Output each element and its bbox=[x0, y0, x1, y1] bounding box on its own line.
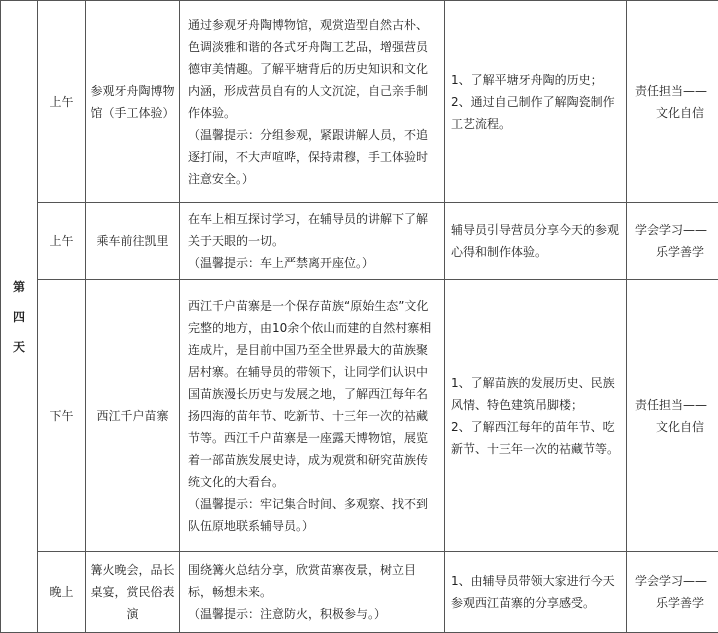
description-text: 在车上相互探讨学习，在辅导员的讲解下了解关于天眼的一切。 bbox=[188, 208, 436, 252]
goal-line-2: 2、了解西江每年的苗年节、吃新节、十三年一次的祜藏节等。 bbox=[451, 416, 620, 460]
value-line-2: 乐学善学 bbox=[627, 592, 718, 614]
value-line-2: 乐学善学 bbox=[627, 241, 718, 263]
value-line-1: 责任担当—— bbox=[627, 394, 718, 416]
day-label: 第四天 bbox=[10, 272, 28, 362]
table-row bbox=[1, 552, 718, 633]
time-cell: 上午 bbox=[38, 203, 86, 280]
activity-cell: 乘车前往凯里 bbox=[86, 203, 180, 280]
value-cell bbox=[627, 280, 718, 552]
description-cell bbox=[180, 280, 445, 552]
value-line-2: 文化自信 bbox=[627, 416, 718, 438]
goal-cell: 1、了解平塘牙舟陶的历史；2、通过自己制作了解陶瓷制作工艺流程。 bbox=[445, 1, 627, 203]
description-cell bbox=[180, 1, 445, 203]
goal-cell: 1、由辅导员带领大家进行今天参观西江苗寨的分享感受。 bbox=[445, 552, 627, 633]
tip-text: （温馨提示：注意防火，积极参与。） bbox=[188, 603, 436, 625]
activity-cell: 西江千户苗寨 bbox=[86, 280, 180, 552]
description-cell bbox=[180, 552, 445, 633]
value-cell bbox=[627, 552, 718, 633]
table-row bbox=[1, 280, 718, 552]
value-cell bbox=[627, 203, 718, 280]
value-line-2: 文化自信 bbox=[627, 102, 718, 124]
tip-text: （温馨提示：车上严禁离开座位。） bbox=[188, 252, 436, 274]
description-text: 通过参观牙舟陶博物馆，观赏造型自然古朴、色调淡雅和谐的各式牙舟陶工艺品，增强营员德审美情趣。了解平塘背后的历史知识和文化内涵，形成营员自有的人文沉淀，自己亲手制作体验。 bbox=[188, 14, 436, 124]
activity-cell: 参观牙舟陶博物馆（手工体验） bbox=[86, 1, 180, 203]
goal-line-1: 1、了解苗族的发展历史、民族风情、特色建筑吊脚楼； bbox=[451, 372, 620, 416]
time-cell: 上午 bbox=[38, 1, 86, 203]
value-cell bbox=[627, 1, 718, 203]
table-row bbox=[1, 203, 718, 280]
description-cell bbox=[180, 203, 445, 280]
time-cell: 晚上 bbox=[38, 552, 86, 633]
value-line-1: 责任担当—— bbox=[627, 80, 718, 102]
day-cell bbox=[1, 1, 38, 633]
description-text: 围绕篝火总结分享，欣赏苗寨夜景，树立目标，畅想未来。 bbox=[188, 559, 436, 603]
tip-text: （温馨提示：牢记集合时间、多观察、找不到队伍原地联系辅导员。） bbox=[188, 493, 436, 537]
goal-cell bbox=[445, 280, 627, 552]
time-cell: 下午 bbox=[38, 280, 86, 552]
goal-cell: 辅导员引导营员分享今天的参观心得和制作体验。 bbox=[445, 203, 627, 280]
description-text: 西江千户苗寨是一个保存苗族“原始生态”文化完整的地方，由10余个依山而建的自然村寨相连成片，是目前中国乃至全世界最大的苗族聚居村寨。在辅导员的带领下，让同学们认识中国苗族漫长历史与发展之地，了解西江每年名扬四海的苗年节、吃新节、十三年一次的祜藏节等。西江千户苗寨是一座露天博物馆，展览着一部苗族发展史诗，成为观赏和研究苗族传统文化的大看台。 bbox=[188, 295, 436, 493]
table-row bbox=[1, 1, 718, 203]
value-line-1: 学会学习—— bbox=[627, 219, 718, 241]
value-line-1: 学会学习—— bbox=[627, 570, 718, 592]
activity-cell: 篝火晚会，品长桌宴，赏民俗表演 bbox=[86, 552, 180, 633]
tip-text: （温馨提示：分组参观，紧跟讲解人员，不追逐打闹，不大声喧哗，保持肃穆，手工体验时注意安全。） bbox=[188, 124, 436, 190]
